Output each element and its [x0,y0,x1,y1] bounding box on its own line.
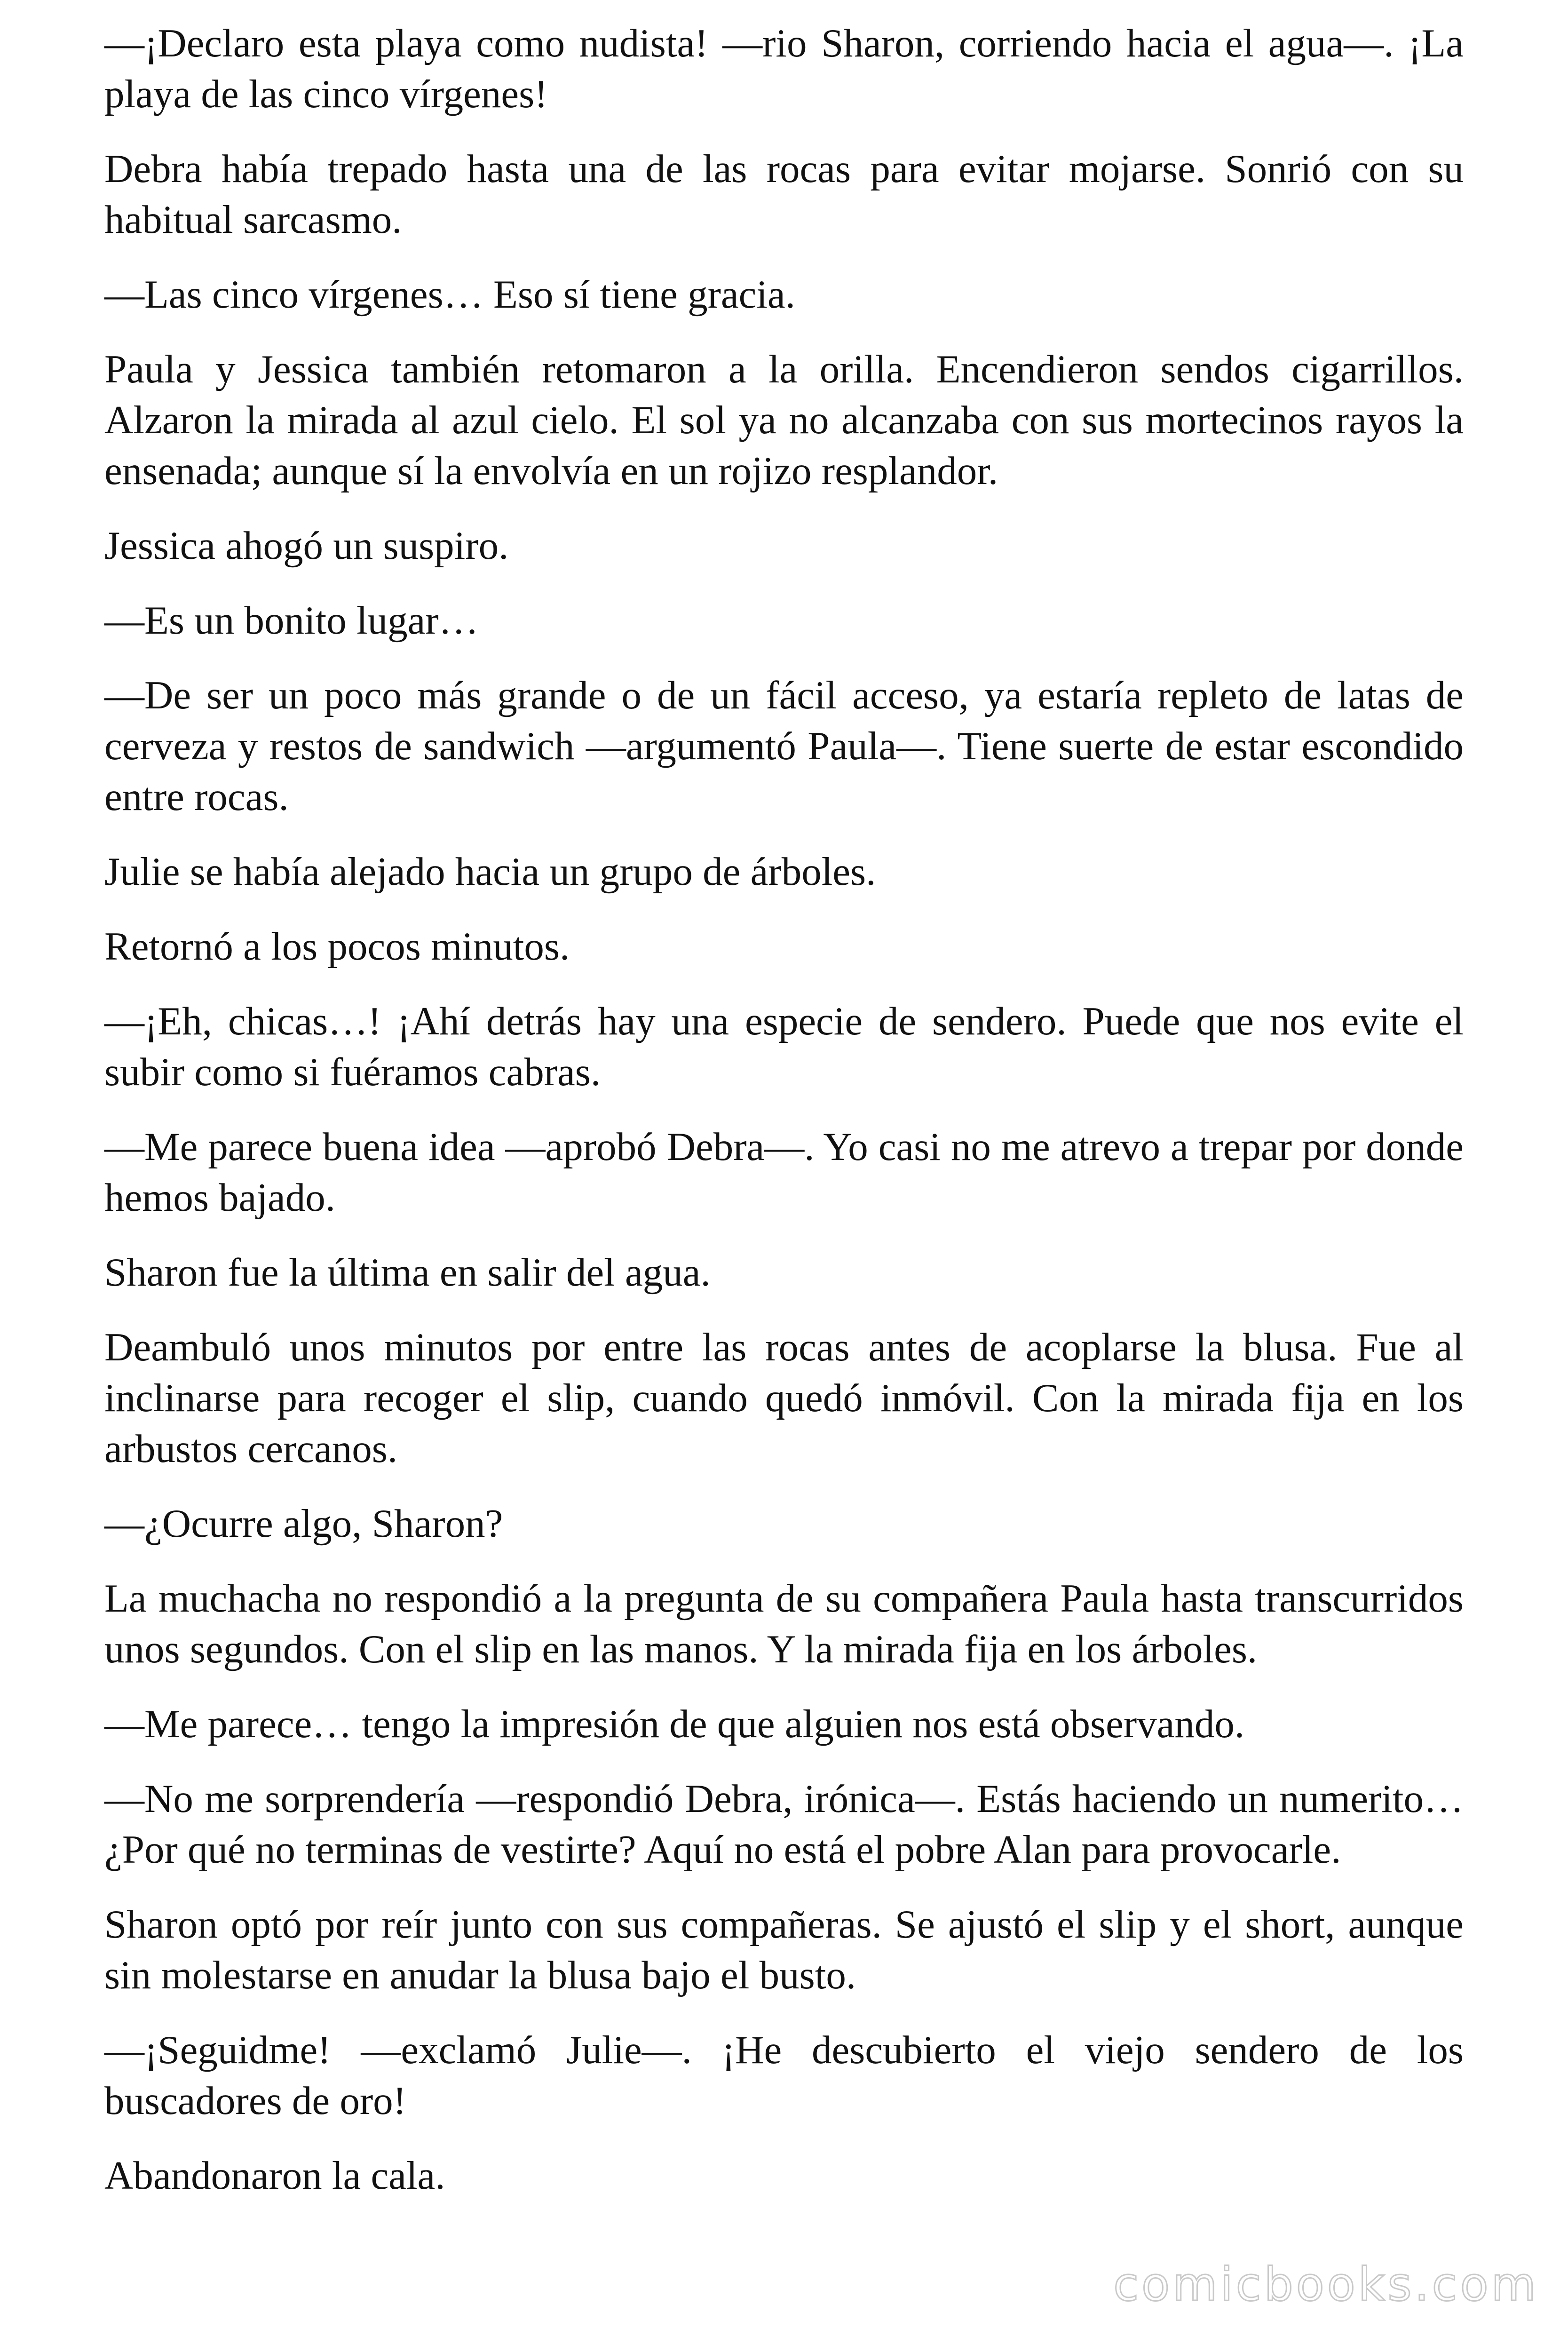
paragraph: —¡Eh, chicas…! ¡Ahí detrás hay una especie de sendero. Puede que nos evite el subir como si fuéramos cabras. [104,999,1464,1094]
paragraph: —¿Ocurre algo, Sharon? [104,1502,503,1546]
paragraph: —De ser un poco más grande o de un fácil acceso, ya estaría repleto de latas de cerveza y restos de sandwich —argumentó Paula—. Tiene suerte de estar escondido entre rocas. [104,673,1464,819]
paragraph: —¡Seguidme! —exclamó Julie—. ¡He descubierto el viejo sendero de los buscadores de oro! [104,2028,1464,2123]
paragraph: Julie se había alejado hacia un grupo de árboles. [104,850,876,894]
paragraph: Sharon fue la última en salir del agua. [104,1250,711,1295]
watermark: comicbooks.com [1113,2258,1539,2312]
paragraph: —Me parece… tengo la impresión de que alguien nos está observando. [104,1702,1245,1746]
paragraph: Jessica ahogó un suspiro. [104,524,509,568]
paragraph: —Las cinco vírgenes… Eso sí tiene gracia. [104,272,795,317]
paragraph: La muchacha no respondió a la pregunta de su compañera Paula hasta transcurridos unos segundos. Con el slip en las manos. Y la mirada fija en los árboles. [104,1576,1464,1671]
paragraph: Abandonaron la cala. [104,2153,445,2198]
paragraph: —Es un bonito lugar… [104,598,479,643]
paragraph: Paula y Jessica también retomaron a la orilla. Encendieron sendos cigarrillos. Alzaron la mirada al azul cielo. El sol ya no alcanzaba con sus mortecinos rayos la ensenada; aunque sí la envolvía en un rojizo resplandor. [104,347,1464,493]
body-text [104,18,1464,2201]
paragraph: Sharon optó por reír junto con sus compañeras. Se ajustó el slip y el short, aunque sin molestarse en anudar la blusa bajo el busto. [104,1902,1464,1997]
paragraph: —¡Declaro esta playa como nudista! —rio Sharon, corriendo hacia el agua—. ¡La playa de las cinco vírgenes! [104,21,1464,116]
paragraph: Deambuló unos minutos por entre las rocas antes de acoplarse la blusa. Fue al inclinarse para recoger el slip, cuando quedó inmóvil. Con la mirada fija en los arbustos cercanos. [104,1325,1464,1471]
paragraph: Retornó a los pocos minutos. [104,924,570,969]
paragraph: Debra había trepado hasta una de las rocas para evitar mojarse. Sonrió con su habitual sarcasmo. [104,147,1464,242]
paragraph: —No me sorprendería —respondió Debra, irónica—. Estás haciendo un numerito… ¿Por qué no terminas de vestirte? Aquí no está el pobre Alan para provocarle. [104,1777,1464,1872]
paragraph: —Me parece buena idea —aprobó Debra—. Yo casi no me atrevo a trepar por donde hemos bajado. [104,1125,1464,1220]
